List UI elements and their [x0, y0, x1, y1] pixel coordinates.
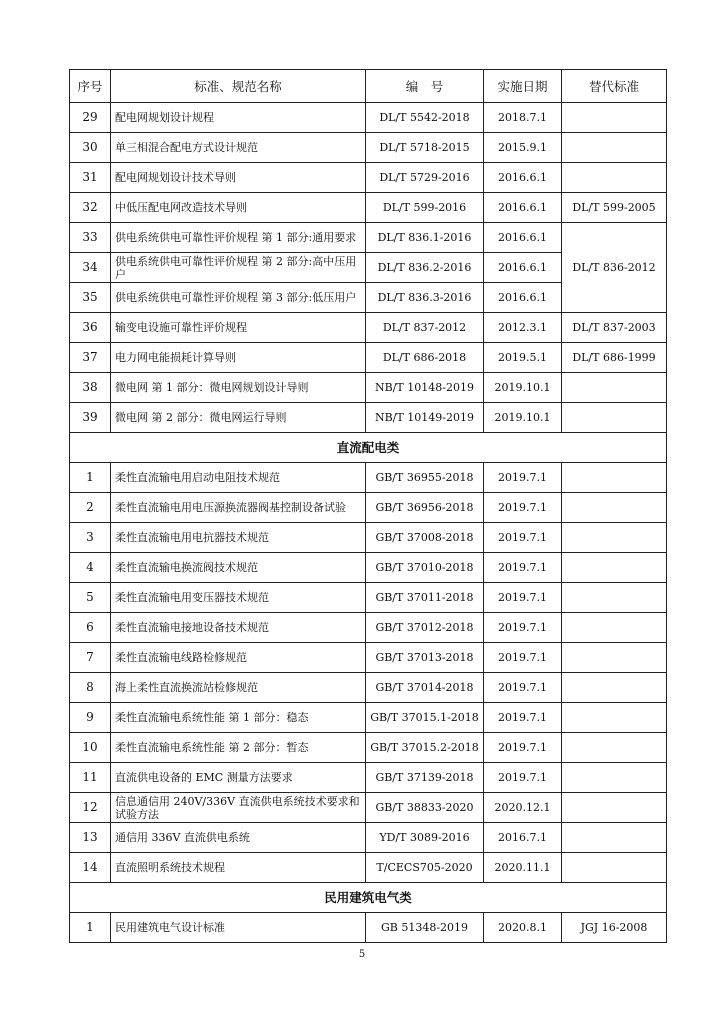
table-row — [70, 493, 667, 523]
cell-name: 供电系统供电可靠性评价规程 第 3 部分:低压用户 — [111, 283, 366, 313]
cell-name: 配电网规划设计技术导则 — [111, 163, 366, 193]
header-date: 实施日期 — [484, 70, 562, 103]
table-row — [70, 763, 667, 793]
section-title-dc: 直流配电类 — [70, 433, 667, 463]
cell-code: GB/T 38833-2020 — [366, 793, 484, 823]
cell-name: 直流供电设备的 EMC 测量方法要求 — [111, 763, 366, 793]
cell-name: 通信用 336V 直流供电系统 — [111, 823, 366, 853]
cell-date: 2019.7.1 — [484, 523, 562, 553]
cell-name: 柔性直流输电接地设备技术规范 — [111, 613, 366, 643]
cell-date: 2016.6.1 — [484, 283, 562, 313]
cell-seq: 33 — [70, 223, 111, 253]
cell-replace — [562, 553, 667, 583]
page-number: 5 — [358, 949, 366, 960]
table-row — [70, 703, 667, 733]
cell-code: DL/T 5718-2015 — [366, 133, 484, 163]
header-replace: 替代标准 — [562, 70, 667, 103]
table-row — [70, 103, 667, 133]
cell-date: 2019.5.1 — [484, 343, 562, 373]
cell-code: GB/T 37013-2018 — [366, 643, 484, 673]
cell-replace — [562, 493, 667, 523]
cell-code: GB/T 36956-2018 — [366, 493, 484, 523]
cell-seq: 36 — [70, 313, 111, 343]
standards-table — [69, 69, 667, 943]
cell-replace — [562, 643, 667, 673]
cell-seq: 8 — [70, 673, 111, 703]
cell-seq: 32 — [70, 193, 111, 223]
cell-code: GB 51348-2019 — [366, 913, 484, 943]
cell-seq: 12 — [70, 793, 111, 823]
section-row-civil — [70, 883, 667, 913]
cell-date: 2019.7.1 — [484, 493, 562, 523]
cell-name: 柔性直流输电线路检修规范 — [111, 643, 366, 673]
table-row — [70, 523, 667, 553]
table-row — [70, 853, 667, 883]
cell-code: DL/T 686-2018 — [366, 343, 484, 373]
table-row — [70, 133, 667, 163]
cell-replace: DL/T 837-2003 — [562, 313, 667, 343]
cell-replace — [562, 673, 667, 703]
cell-seq: 39 — [70, 403, 111, 433]
table-row — [70, 463, 667, 493]
header-code: 编 号 — [366, 70, 484, 103]
table-row — [70, 373, 667, 403]
cell-name: 微电网 第 2 部分：微电网运行导则 — [111, 403, 366, 433]
section-title-civil: 民用建筑电气类 — [70, 883, 667, 913]
section-row-dc — [70, 433, 667, 463]
table-row — [70, 403, 667, 433]
cell-replace — [562, 613, 667, 643]
table-row — [70, 793, 667, 823]
cell-date: 2020.12.1 — [484, 793, 562, 823]
cell-name: 电力网电能损耗计算导则 — [111, 343, 366, 373]
table-row — [70, 613, 667, 643]
cell-name: 单三相混合配电方式设计规范 — [111, 133, 366, 163]
cell-date: 2019.7.1 — [484, 703, 562, 733]
cell-date: 2016.6.1 — [484, 163, 562, 193]
cell-seq: 7 — [70, 643, 111, 673]
cell-code: DL/T 5729-2016 — [366, 163, 484, 193]
cell-replace — [562, 733, 667, 763]
cell-replace — [562, 853, 667, 883]
header-name: 标准、规范名称 — [111, 70, 366, 103]
cell-code: GB/T 37010-2018 — [366, 553, 484, 583]
cell-name: 信息通信用 240V/336V 直流供电系统技术要求和试验方法 — [111, 793, 366, 823]
cell-code: GB/T 37015.2-2018 — [366, 733, 484, 763]
cell-name: 柔性直流输电换流阀技术规范 — [111, 553, 366, 583]
cell-date: 2019.7.1 — [484, 643, 562, 673]
cell-seq: 6 — [70, 613, 111, 643]
cell-seq: 29 — [70, 103, 111, 133]
cell-seq: 1 — [70, 463, 111, 493]
header-seq: 序号 — [70, 70, 111, 103]
table-row — [70, 223, 667, 253]
cell-seq: 1 — [70, 913, 111, 943]
cell-name: 供电系统供电可靠性评价规程 第 2 部分:高中压用户 — [111, 253, 366, 283]
cell-name: 配电网规划设计规程 — [111, 103, 366, 133]
table-row — [70, 733, 667, 763]
cell-date: 2019.10.1 — [484, 373, 562, 403]
cell-date: 2019.7.1 — [484, 583, 562, 613]
cell-code: YD/T 3089-2016 — [366, 823, 484, 853]
cell-seq: 2 — [70, 493, 111, 523]
cell-seq: 5 — [70, 583, 111, 613]
cell-name: 柔性直流输电系统性能 第 2 部分：暂态 — [111, 733, 366, 763]
cell-replace — [562, 133, 667, 163]
cell-seq: 38 — [70, 373, 111, 403]
cell-code: GB/T 37015.1-2018 — [366, 703, 484, 733]
cell-date: 2019.7.1 — [484, 763, 562, 793]
cell-name: 柔性直流输电用电抗器技术规范 — [111, 523, 366, 553]
table-row — [70, 313, 667, 343]
table-row — [70, 643, 667, 673]
cell-name: 微电网 第 1 部分：微电网规划设计导则 — [111, 373, 366, 403]
cell-code: GB/T 37139-2018 — [366, 763, 484, 793]
cell-date: 2020.11.1 — [484, 853, 562, 883]
cell-seq: 11 — [70, 763, 111, 793]
cell-date: 2012.3.1 — [484, 313, 562, 343]
cell-date: 2019.7.1 — [484, 733, 562, 763]
cell-name: 中低压配电网改造技术导则 — [111, 193, 366, 223]
cell-seq: 34 — [70, 253, 111, 283]
cell-date: 2019.10.1 — [484, 403, 562, 433]
cell-seq: 13 — [70, 823, 111, 853]
cell-replace — [562, 523, 667, 553]
cell-replace — [562, 163, 667, 193]
cell-seq: 3 — [70, 523, 111, 553]
cell-code: NB/T 10148-2019 — [366, 373, 484, 403]
cell-date: 2019.7.1 — [484, 553, 562, 583]
cell-replace — [562, 463, 667, 493]
cell-date: 2016.6.1 — [484, 253, 562, 283]
cell-seq: 37 — [70, 343, 111, 373]
table-row — [70, 193, 667, 223]
cell-date: 2020.8.1 — [484, 913, 562, 943]
cell-replace: JGJ 16-2008 — [562, 913, 667, 943]
cell-name: 柔性直流输电用变压器技术规范 — [111, 583, 366, 613]
table-header-row — [70, 70, 667, 103]
table-row — [70, 823, 667, 853]
table-row — [70, 583, 667, 613]
cell-date: 2019.7.1 — [484, 463, 562, 493]
cell-replace — [562, 103, 667, 133]
cell-date: 2018.7.1 — [484, 103, 562, 133]
cell-code: DL/T 599-2016 — [366, 193, 484, 223]
cell-code: GB/T 37012-2018 — [366, 613, 484, 643]
cell-date: 2016.6.1 — [484, 193, 562, 223]
cell-code: GB/T 37014-2018 — [366, 673, 484, 703]
cell-seq: 10 — [70, 733, 111, 763]
cell-seq: 9 — [70, 703, 111, 733]
cell-name: 输变电设施可靠性评价规程 — [111, 313, 366, 343]
cell-replace: DL/T 599-2005 — [562, 193, 667, 223]
table-row — [70, 913, 667, 943]
cell-name: 柔性直流输电用电压源换流器阀基控制设备试验 — [111, 493, 366, 523]
cell-date: 2019.7.1 — [484, 673, 562, 703]
cell-code: GB/T 36955-2018 — [366, 463, 484, 493]
cell-name: 柔性直流输电用启动电阻技术规范 — [111, 463, 366, 493]
cell-code: GB/T 37011-2018 — [366, 583, 484, 613]
cell-date: 2016.6.1 — [484, 223, 562, 253]
table-row — [70, 553, 667, 583]
cell-code: DL/T 836.2-2016 — [366, 253, 484, 283]
table-row — [70, 343, 667, 373]
cell-replace — [562, 373, 667, 403]
cell-replace — [562, 763, 667, 793]
cell-replace: DL/T 836-2012 — [562, 223, 667, 313]
cell-name: 民用建筑电气设计标准 — [111, 913, 366, 943]
cell-date: 2015.9.1 — [484, 133, 562, 163]
cell-code: DL/T 836.3-2016 — [366, 283, 484, 313]
cell-replace — [562, 703, 667, 733]
cell-replace — [562, 823, 667, 853]
cell-code: DL/T 5542-2018 — [366, 103, 484, 133]
table-row — [70, 673, 667, 703]
cell-code: DL/T 837-2012 — [366, 313, 484, 343]
cell-date: 2019.7.1 — [484, 613, 562, 643]
cell-name: 供电系统供电可靠性评价规程 第 1 部分:通用要求 — [111, 223, 366, 253]
cell-code: NB/T 10149-2019 — [366, 403, 484, 433]
cell-name: 直流照明系统技术规程 — [111, 853, 366, 883]
cell-code: T/CECS705-2020 — [366, 853, 484, 883]
cell-replace — [562, 583, 667, 613]
cell-seq: 30 — [70, 133, 111, 163]
cell-replace: DL/T 686-1999 — [562, 343, 667, 373]
cell-seq: 31 — [70, 163, 111, 193]
cell-date: 2016.7.1 — [484, 823, 562, 853]
cell-replace — [562, 403, 667, 433]
cell-code: DL/T 836.1-2016 — [366, 223, 484, 253]
cell-replace — [562, 793, 667, 823]
cell-seq: 4 — [70, 553, 111, 583]
cell-seq: 35 — [70, 283, 111, 313]
cell-name: 海上柔性直流换流站检修规范 — [111, 673, 366, 703]
cell-name: 柔性直流输电系统性能 第 1 部分：稳态 — [111, 703, 366, 733]
cell-code: GB/T 37008-2018 — [366, 523, 484, 553]
table-row — [70, 163, 667, 193]
cell-seq: 14 — [70, 853, 111, 883]
